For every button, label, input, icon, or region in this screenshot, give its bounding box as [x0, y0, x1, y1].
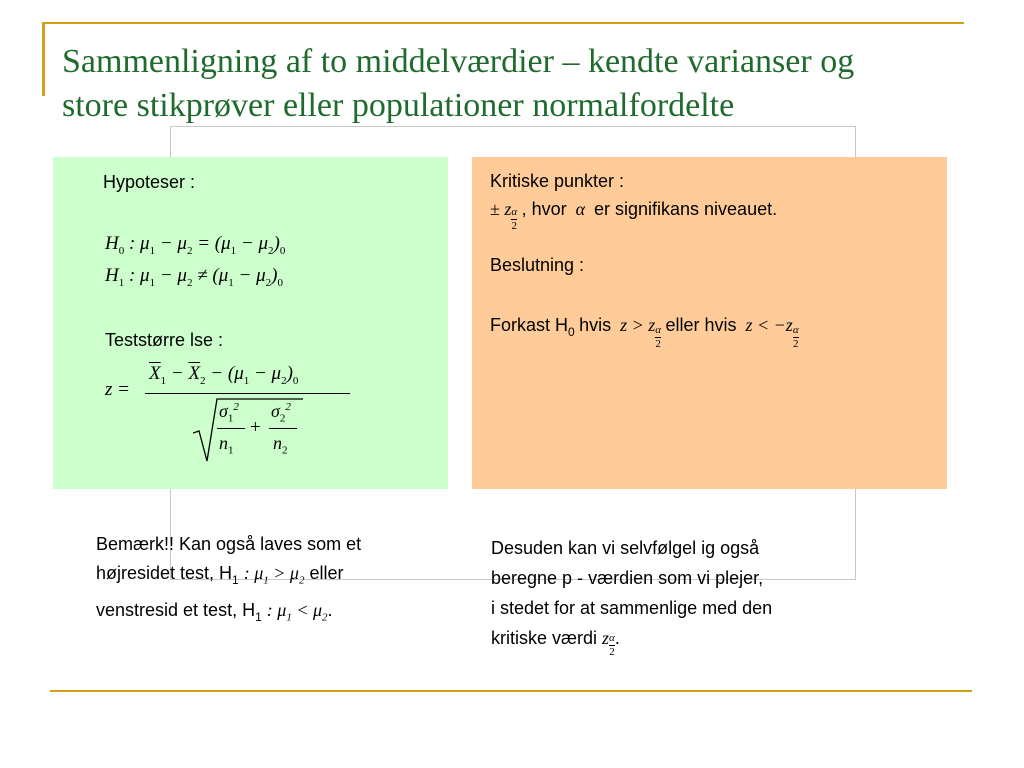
sigma2-squared: $\sigma_2^2$ [271, 401, 291, 425]
note-right-line1: Desuden kan vi selvfølgel ig også [491, 538, 760, 558]
note-left-line3: venstresid et test, $H_1$ : $\mu_1 < \mu_2$. [96, 599, 333, 624]
critical-points-box [472, 157, 947, 489]
hypotheses-box [53, 157, 448, 489]
alpha-half-upper: $\frac{\alpha}{2}$ [655, 324, 662, 350]
slide-title-line1: Sammenligning af to middelværdier – kendte varianser og [62, 43, 855, 80]
h0-equation: $H_0$ : $\mu_1 - \mu_2 = (\mu_1 - \mu_2)_0$ [105, 233, 286, 257]
h1-equation: $H_1$ : $\mu_1 - \mu_2 \ne (\mu_1 - \mu_2)_0$ [105, 265, 283, 289]
critical-text: , hvor [521, 199, 567, 219]
frame-bottom-rule [50, 690, 972, 692]
critical-text2: er signifikans niveauet. [593, 199, 778, 219]
frac-bar-2 [269, 428, 297, 429]
z-less: z < −z [741, 315, 793, 335]
note-left-line1: Bemærk!! Kan også laves som et [96, 534, 362, 554]
reject-or: eller hvis [665, 315, 737, 335]
statistic-formula [145, 357, 350, 469]
reject-sub: 0 [568, 325, 575, 339]
note-right-line2: beregne p - værdien som vi plejer, [491, 568, 764, 588]
slide-title [62, 40, 982, 128]
n2: $n_2$ [273, 433, 288, 457]
note-left-line2: højresidet test, $H_1$ : $\mu_1 > \mu_2$ eller [96, 563, 344, 587]
n1: $n_1$ [219, 433, 234, 457]
plus-sign: + [250, 417, 261, 438]
alpha-half-lower: $\frac{\alpha}{2}$ [792, 324, 799, 350]
formula-fraction-bar [145, 393, 350, 394]
reject-rule [490, 315, 799, 350]
note-right-line4: kritiske værdi z $\frac{\alpha}{2}$ . [491, 628, 620, 658]
statistic-label: Teststørre lse : [105, 330, 224, 350]
z-equals: z = [105, 379, 130, 400]
decision-label: Beslutning : [490, 255, 585, 275]
plus-minus-sign: ± [490, 199, 500, 219]
frame-left-rule [42, 22, 45, 96]
note-right-line3: i stedet for at sammenlige med den [491, 598, 773, 618]
frac-bar-1 [217, 428, 245, 429]
slide-title-line2: store stikprøver eller populationer normalfordelte [62, 87, 735, 124]
z-greater: z > z [615, 315, 656, 335]
note-one-sided [96, 530, 361, 632]
frame-top-rule [42, 22, 964, 24]
z-alpha-half-critical: z $\frac{\alpha}{2}$ [504, 199, 518, 232]
reject-hvis: hvis [579, 315, 612, 335]
sigma1-squared: $\sigma_1^2$ [219, 401, 239, 425]
critical-line [490, 199, 777, 247]
formula-numerator: $\overline{X}_1 - \overline{X}_2 - (\mu_1 - \mu_2)_0$ [149, 363, 299, 387]
critical-label: Kritiske punkter : [490, 171, 625, 191]
hypotheses-label: Hypoteser : [103, 172, 196, 192]
reject-prefix: Forkast H [490, 315, 569, 335]
note-p-value [491, 533, 773, 658]
alpha-symbol: α [571, 199, 590, 219]
